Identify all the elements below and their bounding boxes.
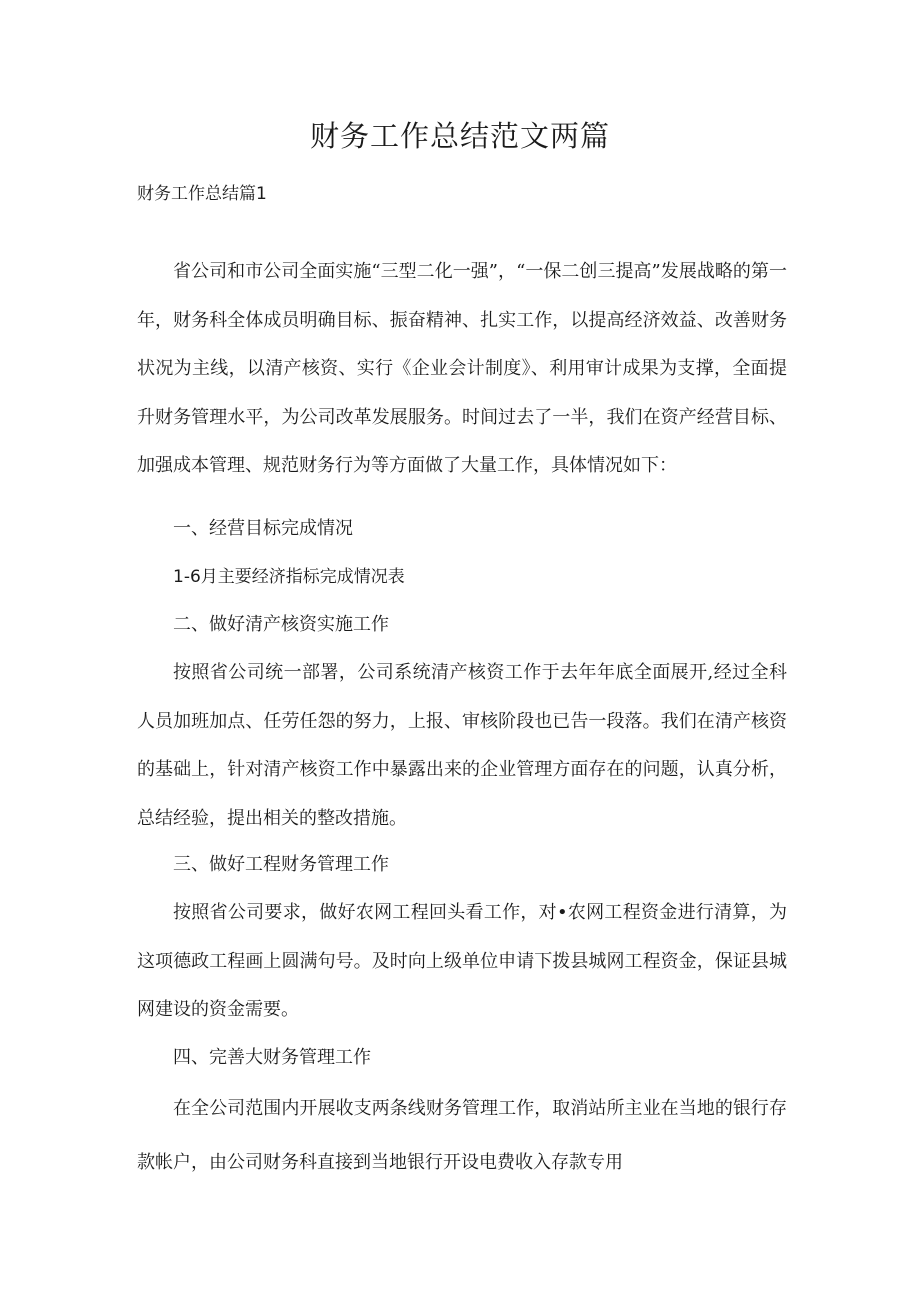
section-2-paragraph: 按照省公司统一部署，公司系统清产核资工作于去年年底全面展开,经过全科人员加班加点、任劳任怨的努力，上报、审核阶段也已告一段落。我们在清产核资的基础上，针对清产核资工作中暴露出来的企业管理方面存在的问题，认真分析，总结经验，提出相关的整改措施。 bbox=[137, 662, 787, 829]
document-subtitle: 财务工作总结篇1 bbox=[137, 184, 267, 204]
section-2-heading: 二、做好清产核资实施工作 bbox=[173, 614, 389, 635]
section-3-paragraph: 按照省公司要求，做好农网工程回头看工作，对•农网工程资金进行清算，为这项德政工程画上圆满句号。及时向上级单位申请下拨县城网工程资金，保证县城网建设的资金需要。 bbox=[137, 902, 787, 1020]
document-title: 财务工作总结范文两篇 bbox=[309, 119, 610, 153]
section-4-heading: 四、完善大财务管理工作 bbox=[173, 1047, 371, 1068]
section-4-paragraph: 在全公司范围内开展收支两条线财务管理工作，取消站所主业在当地的银行存款帐户，由公司财务科直接到当地银行开设电费收入存款专用 bbox=[137, 1098, 787, 1173]
table-caption: 1-6月主要经济指标完成情况表 bbox=[173, 567, 405, 587]
section-3-heading: 三、做好工程财务管理工作 bbox=[173, 854, 389, 875]
intro-paragraph: 省公司和市公司全面实施“三型二化一强”，“一保二创三提高”发展战略的第一年，财务科全体成员明确目标、振奋精神、扎实工作，以提高经济效益、改善财务状况为主线，以清产核资、实行《企业会计制度》、利用审计成果为支撑，全面提升财务管理水平，为公司改革发展服务。时间过去了一半，我们在资产经营目标、加强成本管理、规范财务行为等方面做了大量工作，具体情况如下： bbox=[137, 261, 787, 476]
section-1-heading: 一、经营目标完成情况 bbox=[173, 518, 353, 539]
